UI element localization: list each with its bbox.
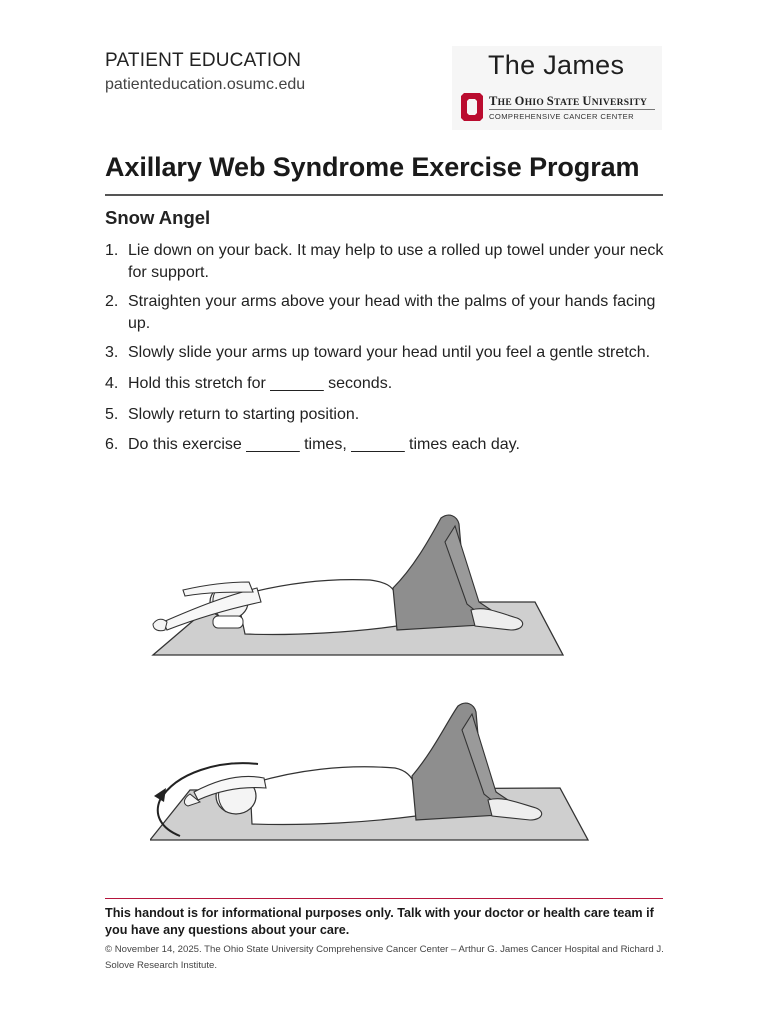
step-text: Hold this stretch for ______ seconds. [128,375,393,392]
step-text: Slowly slide your arms up toward your head until you feel a gentle stretch. [128,344,651,361]
list-item [105,342,665,364]
section-heading: Snow Angel [105,207,211,228]
step-number: 4. [105,375,119,392]
footer-divider [105,898,663,899]
block-o-icon [460,92,484,122]
list-item [105,373,665,395]
step-text: Lie down on your back. It may help to use a rolled up towel under your neck for support. [128,242,664,281]
logo-university: THE OHIO STATE UNIVERSITY [489,94,648,108]
snow-angel-start-illustration [145,512,565,662]
snow-angel-stretch-illustration [150,700,590,850]
step-number: 5. [105,406,119,423]
list-item [105,404,665,426]
step-text: Slowly return to starting position. [128,406,360,423]
list-item [105,240,665,284]
disclaimer-text: This handout is for informational purposes only. Talk with your doctor or health care team if you have any questions about your care. [105,906,654,937]
list-item [105,291,665,335]
logo-divider [489,109,655,110]
patient-education-url[interactable]: patienteducation.osumc.edu [105,76,306,93]
instruction-list [105,240,665,456]
step-number: 2. [105,293,119,310]
list-item [105,434,665,456]
step-number: 6. [105,436,119,453]
document-title: Axillary Web Syndrome Exercise Program [105,152,640,182]
step-text: Do this exercise ______ times, ______ times each day. [128,436,520,453]
title-divider [105,194,663,196]
logo-name: The James [488,50,625,80]
step-number: 3. [105,344,119,361]
step-number: 1. [105,242,119,259]
the-james-logo [452,46,662,130]
patient-education-label: PATIENT EDUCATION [105,50,302,71]
copyright-text: © November 14, 2025. The Ohio State University Comprehensive Cancer Center – Arthur G. James Cancer Hospital and Richard J. Solove Research Institute. [105,944,664,971]
logo-center: COMPREHENSIVE CANCER CENTER [489,112,634,121]
step-text: Straighten your arms above your head with the palms of your hands facing up. [128,293,656,332]
